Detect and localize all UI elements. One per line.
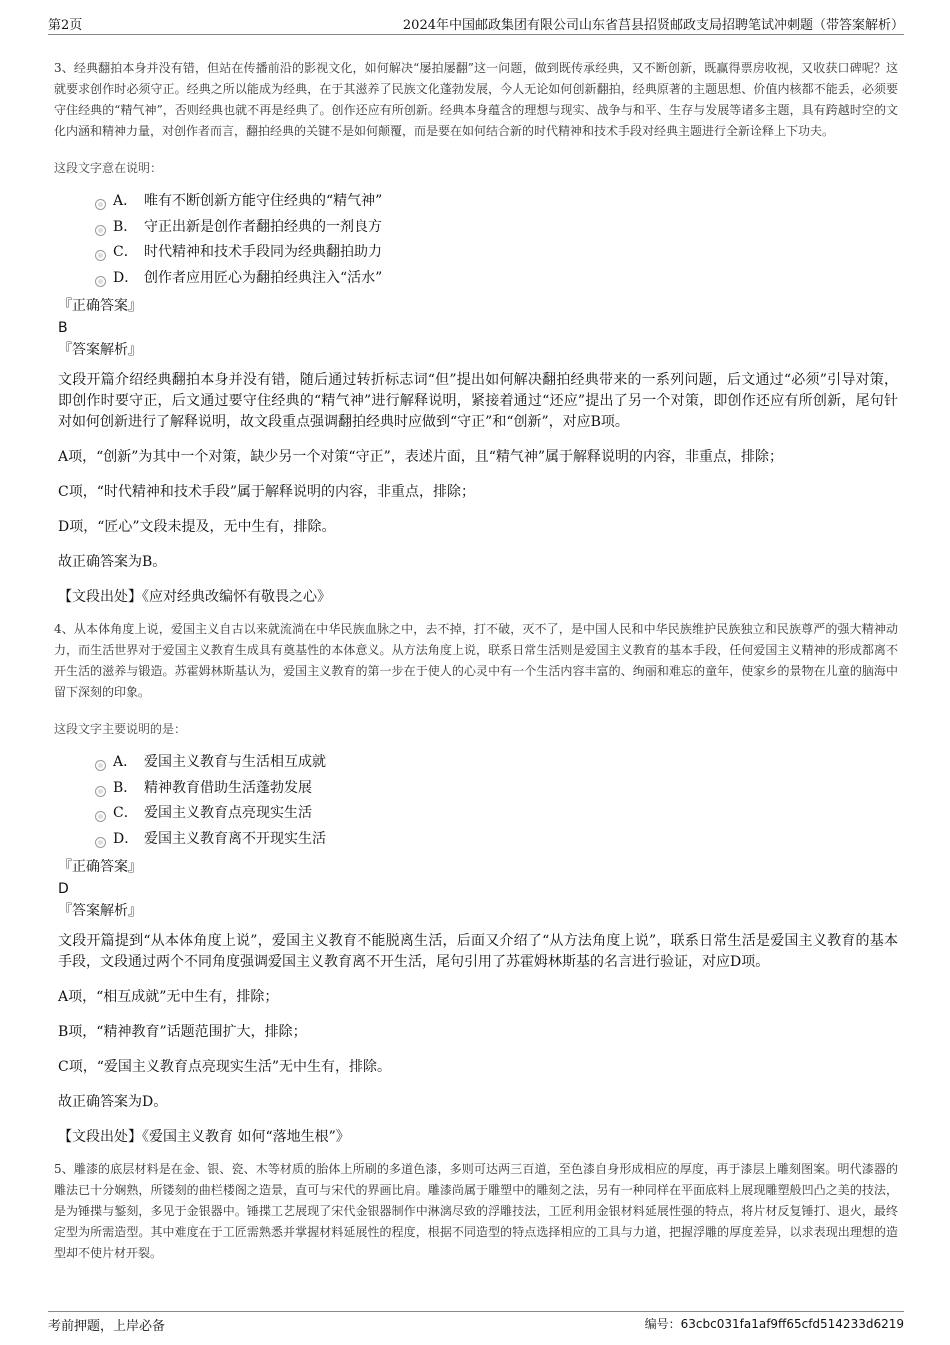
analysis-item: B项，“精神教育”话题范围扩大，排除； [58,1024,307,1040]
analysis-conclusion: 故正确答案为B。 [58,554,167,570]
option-list [95,189,898,291]
question-3 [54,58,898,608]
option-a[interactable]: A． 唯有不断创新方能守住经典的“精气神” [95,189,898,215]
question-prompt: 这段文字主要说明的是： [54,722,187,736]
radio-icon[interactable] [95,250,106,261]
analysis-item: A项，“创新”为其中一个对策，缺少另一个对策“守正”，表述片面，且“精气神”属于解释说明的内容，非重点，排除； [58,449,784,465]
option-c[interactable]: C． 爱国主义教育点亮现实生活 [95,801,898,827]
correct-answer: D [58,881,69,897]
correct-answer: B [58,320,68,336]
page-footer [48,1311,904,1334]
question-4 [54,619,898,1148]
question-prompt: 这段文字意在说明： [54,161,163,175]
source-citation: 【文段出处】《爱国主义教育 如何“落地生根”》 [58,1129,350,1145]
analysis-label: 『答案解析』 [58,903,142,919]
analysis-item: A项，“相互成就”无中生有，排除； [58,989,279,1005]
radio-icon[interactable] [95,837,106,848]
option-d[interactable]: D． 爱国主义教育离不开现实生活 [95,827,898,853]
question-text: 4、从本体角度上说，爱国主义自古以来就流淌在中华民族血脉之中，去不掉，打不破，灭不了，是中国人民和中华民族维护民族独立和民族尊严的强大精神动力，而生活世界对于爱国主义教育生成具有奠基性的本体意义。从方法角度上说，联系日常生活则是爱国主义教育的基本手段，任何爱国主义精神的形成都离不开生活的滋养与锻造。苏霍姆林斯基认为，爱国主义教育的第一步在于使人的心灵中有一个生活内容丰富的、绚丽和难忘的童年，使家乡的景物在儿童的脑海中留下深刻的印象。 [54,622,898,699]
page-header [48,12,904,35]
analysis-label: 『答案解析』 [58,342,142,358]
footer-slogan: 考前押题，上岸必备 [48,1319,166,1334]
option-b[interactable]: B． 守正出新是创作者翻拍经典的一剂良方 [95,215,898,241]
question-5 [54,1159,898,1264]
option-b[interactable]: B． 精神教育借助生活蓬勃发展 [95,776,898,802]
page-number: 第2页 [48,18,83,33]
document-title: 2024年中国邮政集团有限公司山东省莒县招贤邮政支局招聘笔试冲刺题（带答案解析） [402,18,904,33]
document-id: 编号：63cbc031fa1af9ff65cfd514233d6219 [644,1317,904,1331]
analysis-conclusion: 故正确答案为D。 [58,1094,168,1110]
question-text: 3、经典翻拍本身并没有错，但站在传播前沿的影视文化，如何解决“屡拍屡翻”这一问题，做到既传承经典，又不断创新，既赢得票房收视，又收获口碑呢？这就要求创作时必须守正。经典之所以能成为经典，在于其滋养了民族文化蓬勃发展，今人无论如何创新翻拍，经典原著的主题思想、价值内核都不能丢，必须要守住经典的“精气神”，否则经典也就不再是经典了。创作还应有所创新。经典本身蕴含的理想与现实、战争与和平、生存与发展等诸多主题，具有跨越时空的文化内涵和精神力量，对创作者而言，翻拍经典的关键不是如何颠覆，而是要在如何结合新的时代精神和技术手段对经典主题进行全新诠释上下功夫。 [54,61,898,138]
analysis-item: C项，“时代精神和技术手段”属于解释说明的内容，非重点，排除； [58,484,476,500]
option-list [95,750,898,852]
radio-icon[interactable] [95,225,106,236]
option-c[interactable]: C． 时代精神和技术手段同为经典翻拍助力 [95,240,898,266]
radio-icon[interactable] [95,811,106,822]
analysis-item: D项，“匠心”文段未提及，无中生有，排除。 [58,519,336,535]
document-body [54,58,898,1264]
analysis-text: 文段开篇提到“从本体角度上说”，爱国主义教育不能脱离生活，后面又介绍了“从方法角度上说”，联系日常生活是爱国主义教育的基本手段，文段通过两个不同角度强调爱国主义教育离不开生活，尾句引用了苏霍姆林斯基的名言进行验证，对应D项。 [58,933,898,970]
radio-icon[interactable] [95,199,106,210]
radio-icon[interactable] [95,760,106,771]
option-d[interactable]: D． 创作者应用匠心为翻拍经典注入“活水” [95,266,898,292]
source-citation: 【文段出处】《应对经典改编怀有敬畏之心》 [58,589,331,605]
question-text: 5、雕漆的底层材料是在金、银、瓷、木等材质的胎体上所刷的多道色漆，多则可达两三百道，至色漆自身形成相应的厚度，再于漆层上雕刻图案。明代漆器的雕法已十分娴熟，所镂刻的曲栏楼阁之造景，直可与宋代的界画比肩。雕漆尚属于雕塑中的雕刻之法，另有一种同样在平面底料上展现雕塑般凹凸之美的技法，是为锤揲与錾刻，多见于金银器中。锤揲工艺展现了宋代金银器制作中淋漓尽致的浮雕技法，工匠利用金银材料延展性强的特点，将片材反复锤打、退火，最终定型为所需造型。其中难度在于工匠需熟悉并掌握材料延展性的程度，根据不同造型的特点选择相应的工具与力道，把握浮雕的厚度差异，以求表现出理想的造型却不使片材开裂。 [54,1162,898,1260]
answer-label: 『正确答案』 [58,298,142,314]
answer-label: 『正确答案』 [58,859,142,875]
radio-icon[interactable] [95,276,106,287]
radio-icon[interactable] [95,786,106,797]
analysis-text: 文段开篇介绍经典翻拍本身并没有错，随后通过转折标志词“但”提出如何解决翻拍经典带来的一系列问题，后文通过“必须”引导对策，即创作时要守正，后文通过要守住经典的“精气神”进行解释说明，紧接着通过“还应”提出了另一个对策，即创作还应有所创新，尾句针对如何创新进行了解释说明，故文段重点强调翻拍经典时应做到“守正”和“创新”，对应B项。 [58,372,898,430]
option-a[interactable]: A． 爱国主义教育与生活相互成就 [95,750,898,776]
analysis-item: C项，“爱国主义教育点亮现实生活”无中生有，排除。 [58,1059,392,1075]
